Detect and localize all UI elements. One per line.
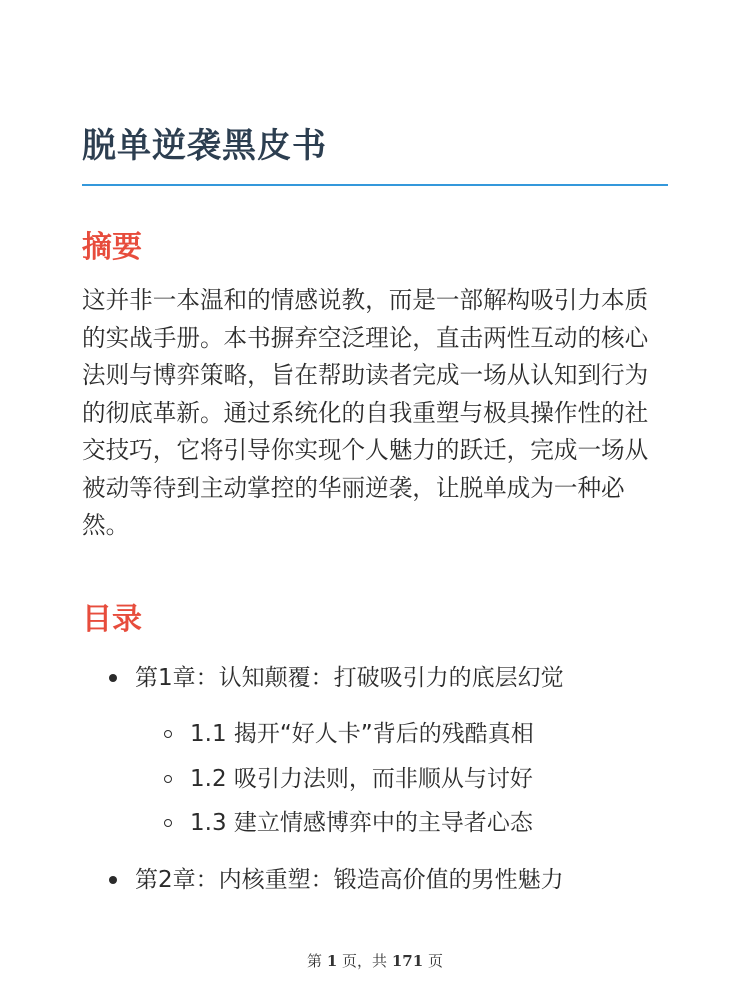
document-title: 脱单逆袭黑皮书 — [82, 126, 327, 166]
page-footer — [0, 950, 750, 971]
toc-chapter-label: 第2章：内核重塑：锻造高价值的男性魅力 — [135, 867, 564, 893]
footer-prefix: 第 — [307, 952, 323, 970]
toc-section-label: 1.2 吸引力法则，而非顺从与讨好 — [190, 766, 533, 792]
footer-page-number: 1 — [326, 952, 338, 970]
footer-suffix: 页 — [427, 952, 443, 970]
bullet-circle-icon — [164, 730, 172, 738]
title-divider — [82, 184, 668, 186]
bullet-disc-icon — [109, 876, 117, 884]
footer-middle: 页，共 — [342, 952, 388, 970]
toc-section-label: 1.3 建立情感博弈中的主导者心态 — [190, 810, 533, 836]
bullet-circle-icon — [164, 775, 172, 783]
bullet-disc-icon — [109, 674, 117, 682]
toc-heading: 目录 — [82, 602, 142, 637]
abstract-text: 这并非一本温和的情感说教，而是一部解构吸引力本质的实战手册。本书摒弃空泛理论，直击两性互动的核心法则与博弈策略，旨在帮助读者完成一场从认知到行为的彻底革新。通过系统化的自我重塑与极具操作性的社交技巧，它将引导你实现个人魅力的跃迁，完成一场从被动等待到主动掌控的华丽逆袭，让脱单成为一种必然。 — [82, 286, 649, 539]
footer-page-total: 171 — [391, 952, 424, 970]
toc-chapter-label: 第1章：认知颠覆：打破吸引力的底层幻觉 — [135, 665, 564, 691]
abstract-heading: 摘要 — [82, 230, 142, 265]
toc-section-label: 1.1 揭开“好人卡”背后的残酷真相 — [190, 721, 534, 747]
bullet-circle-icon — [164, 819, 172, 827]
